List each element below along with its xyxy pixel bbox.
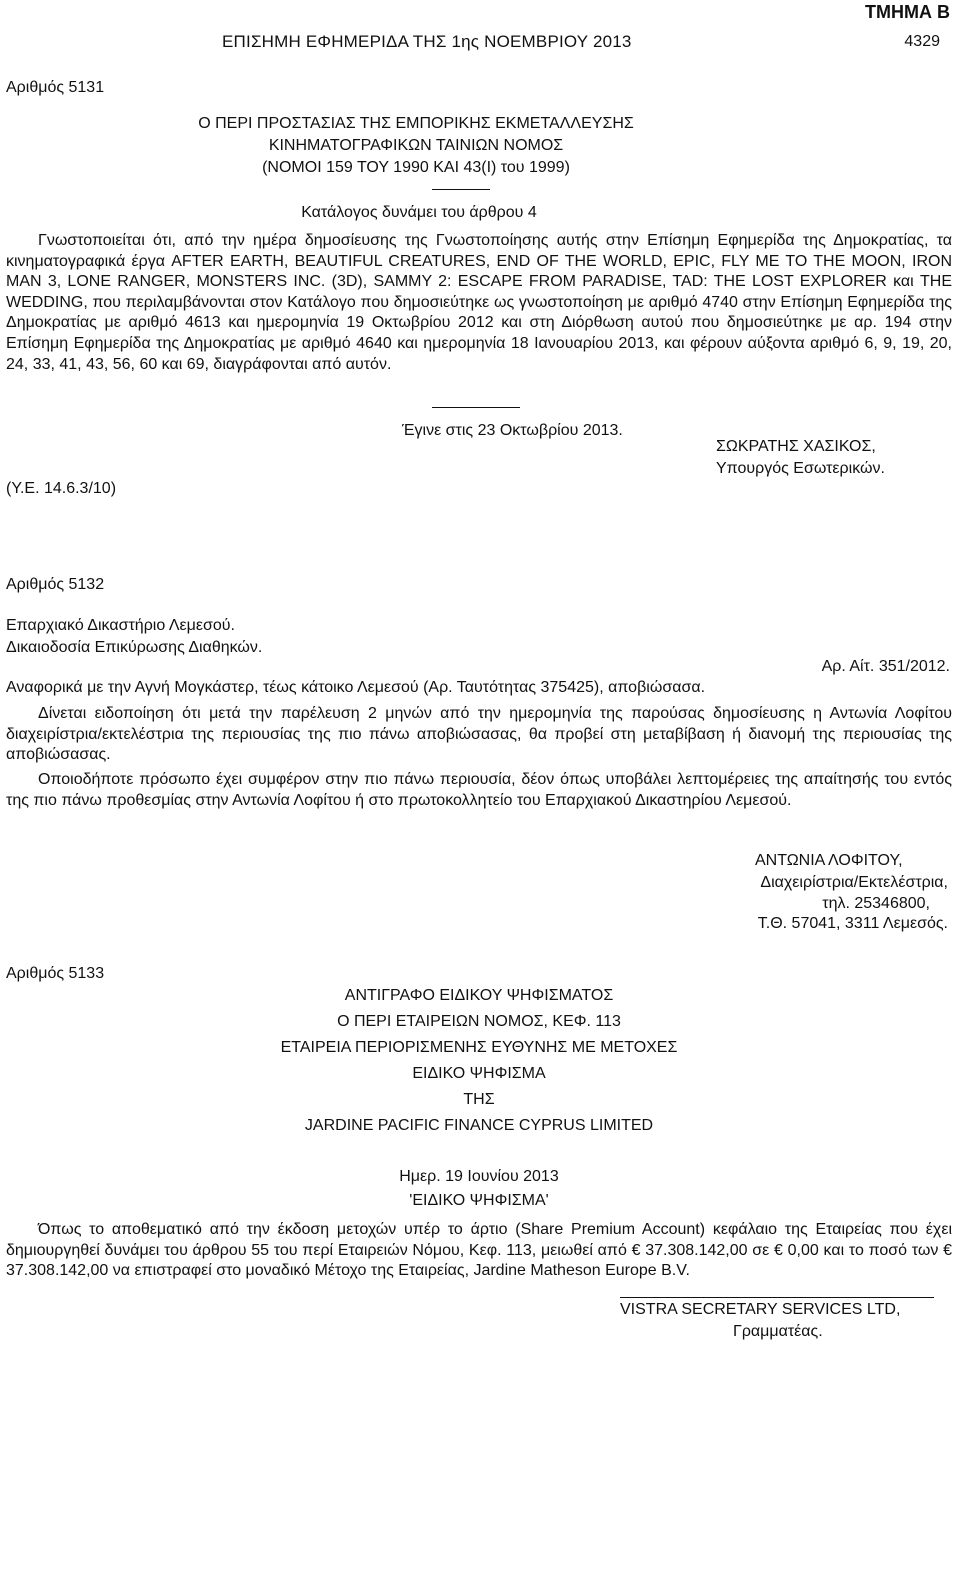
notice-5133-title-line-4: ΕΙΔΙΚΟ ΨΗΦΙΣΜΑ bbox=[412, 1065, 546, 1082]
notice-number-5133: Αριθμός 5133 bbox=[6, 965, 105, 982]
signature-line bbox=[620, 1297, 934, 1298]
notice-number-5131: Αριθμός 5131 bbox=[6, 79, 105, 96]
notice-5133-title-line-3: ΕΤΑΙΡΕΙΑ ΠΕΡΙΟΡΙΣΜΕΝΗΣ ΕΥΘΥΝΗΣ ΜΕ ΜΕΤΟΧΕΣ bbox=[280, 1039, 678, 1056]
notice-5133-date: Ημερ. 19 Ιουνίου 2013 bbox=[399, 1168, 559, 1185]
notice-5131-reference: (Υ.Ε. 14.6.3/10) bbox=[6, 480, 117, 497]
notice-5131-title-line-3: (ΝΟΜΟΙ 159 ΤΟΥ 1990 ΚΑΙ 43(Ι) του 1999) bbox=[262, 159, 570, 176]
divider bbox=[432, 407, 520, 408]
notice-5133-company-name: JARDINE PACIFIC FINANCE CYPRUS LIMITED bbox=[304, 1117, 654, 1134]
notice-5132-court: Επαρχιακό Δικαστήριο Λεμεσού. bbox=[6, 617, 235, 634]
notice-5133-body: Όπως το αποθεματικό από την έκδοση μετοχών υπέρ το άρτιο (Share Premium Account) κεφάλαιο της Εταιρείας που έχει δημιουργηθεί δυνάμει του άρθρου 55 του περί Εταιρειών Νόμου, Κεφ. 113, μειωθεί από € 37.308.142,00 σε € 0,00 και το ποσό των € 37.308.142,00 να επιστραφεί στο μοναδικό Μέτοχο της Εταιρείας, Jardine Matheson Europe B.V. bbox=[6, 1221, 952, 1280]
divider bbox=[432, 189, 490, 190]
notice-5133-title-line-5: ΤΗΣ bbox=[463, 1091, 495, 1108]
notice-5132-paragraph-2: Οποιοδήποτε πρόσωπο έχει συμφέρον στην πιο πάνω περιουσία, δέον όπως υποβάλει λεπτομέρειες της απαίτησής του εντός της πιο πάνω προθεσμίας στην Αντωνία Λοφίτου ή στο πρωτοκολλητείο του Επαρχιακού Δικαστηρίου Λεμεσού. bbox=[6, 771, 952, 809]
notice-5132-signer-line-3: τηλ. 25346800, bbox=[822, 895, 930, 912]
notice-5132-paragraph-1: Δίνεται ειδοποίηση ότι μετά την παρέλευση 2 μηνών από την ημερομηνία της παρούσας δημοσίευσης η Αντωνία Λοφίτου διαχειρίστρια/εκτελέστρια της περιουσίας της πιο πάνω αποβιώσασας, θα προβεί στη μεταβίβαση ή διανομή της περιουσίας της αποβιώσασας. bbox=[6, 705, 952, 764]
notice-5133-title-line-1: ΑΝΤΙΓΡΑΦΟ ΕΙΔΙΚΟΥ ΨΗΦΙΣΜΑΤΟΣ bbox=[344, 987, 614, 1004]
notice-5133-signer-name: VISTRA SECRETARY SERVICES LTD, bbox=[620, 1301, 901, 1318]
notice-5131-title-line-1: Ο ΠΕΡΙ ΠΡΟΣΤΑΣΙΑΣ ΤΗΣ ΕΜΠΟΡΙΚΗΣ ΕΚΜΕΤΑΛΛΕΥΣΗΣ bbox=[198, 115, 634, 132]
notice-5132-case-number: Αρ. Αίτ. 351/2012. bbox=[821, 658, 950, 675]
notice-5131-body: Γνωστοποιείται ότι, από την ημέρα δημοσίευσης της Γνωστοποίησης αυτής στην Επίσημη Εφημερίδα της Δημοκρατίας, τα κινηματογραφικά έργα AFTER EARTH, BEAUTIFUL CREATURES, END OF THE WORLD, EPIC, FLY ME TO THE MOON, IRON MAN 3, LONE RANGER, MONSTERS INC. (3D), SAMMY 2: ESCAPE FROM PARADISE, TAD: THE LOST EXPLORER και THE WEDDING, που περιλαμβάνονται στον Κατάλογο που δημοσιεύτηκε ως γνωστοποίηση με αριθμό 4740 στην Επίσημη Εφημερίδα της Δημοκρατίας με αριθμό 4613 και ημερομηνία 19 Οκτωβρίου 2012 και στη Διόρθωση αυτού που δημοσιεύτηκε με αρ. 194 στην Επίσημη Εφημερίδα της Δημοκρατίας με αριθμό 4640 και ημερομηνία 18 Ιανουαρίου 2013, και φέρουν αύξοντα αριθμό 6, 9, 19, 20, 24, 33, 41, 43, 56, 60 και 69, διαγράφονται από αυτόν. bbox=[6, 232, 952, 373]
gazette-title: ΕΠΙΣΗΜΗ ΕΦΗΜΕΡΙΔΑ ΤΗΣ 1ης ΝΟΕΜΒΡΙΟΥ 2013 bbox=[222, 32, 632, 51]
notice-5133-resolution-label: 'ΕΙΔΙΚΟ ΨΗΦΙΣΜΑ' bbox=[409, 1192, 549, 1209]
notice-number-5132: Αριθμός 5132 bbox=[6, 576, 105, 593]
notice-5133-signer-title: Γραμματέας. bbox=[733, 1323, 823, 1340]
notice-5132-jurisdiction: Δικαιοδοσία Επικύρωσης Διαθηκών. bbox=[6, 639, 263, 656]
section-label: ΤΜΗΜΑ Β bbox=[865, 2, 950, 22]
notice-5133-title-line-2: Ο ΠΕΡΙ ΕΤΑΙΡΕΙΩΝ ΝΟΜΟΣ, ΚΕΦ. 113 bbox=[337, 1013, 621, 1030]
notice-5131-date: Έγινε στις 23 Οκτωβρίου 2013. bbox=[402, 422, 623, 439]
notice-5131-signer-title: Υπουργός Εσωτερικών. bbox=[716, 460, 885, 477]
notice-5132-regarding: Αναφορικά με την Αγνή Μογκάστερ, τέως κάτοικο Λεμεσού (Αρ. Ταυτότητας 375425), αποβιώσασα. bbox=[6, 679, 706, 696]
notice-5131-subtitle: Κατάλογος δυνάμει του άρθρου 4 bbox=[301, 204, 537, 221]
notice-5132-signer-line-2: Διαχειρίστρια/Εκτελέστρια, bbox=[760, 874, 948, 891]
notice-5132-signer-line-1: ΑΝΤΩΝΙΑ ΛΟΦΙΤΟΥ, bbox=[755, 852, 903, 869]
notice-5131-title-line-2: ΚΙΝΗΜΑΤΟΓΡΑΦΙΚΩΝ ΤΑΙΝΙΩΝ ΝΟΜΟΣ bbox=[268, 137, 564, 154]
notice-5132-signer-line-4: Τ.Θ. 57041, 3311 Λεμεσός. bbox=[757, 915, 948, 932]
page-number: 4329 bbox=[904, 33, 940, 50]
notice-5131-signer-name: ΣΩΚΡΑΤΗΣ ΧΑΣΙΚΟΣ, bbox=[716, 438, 876, 455]
